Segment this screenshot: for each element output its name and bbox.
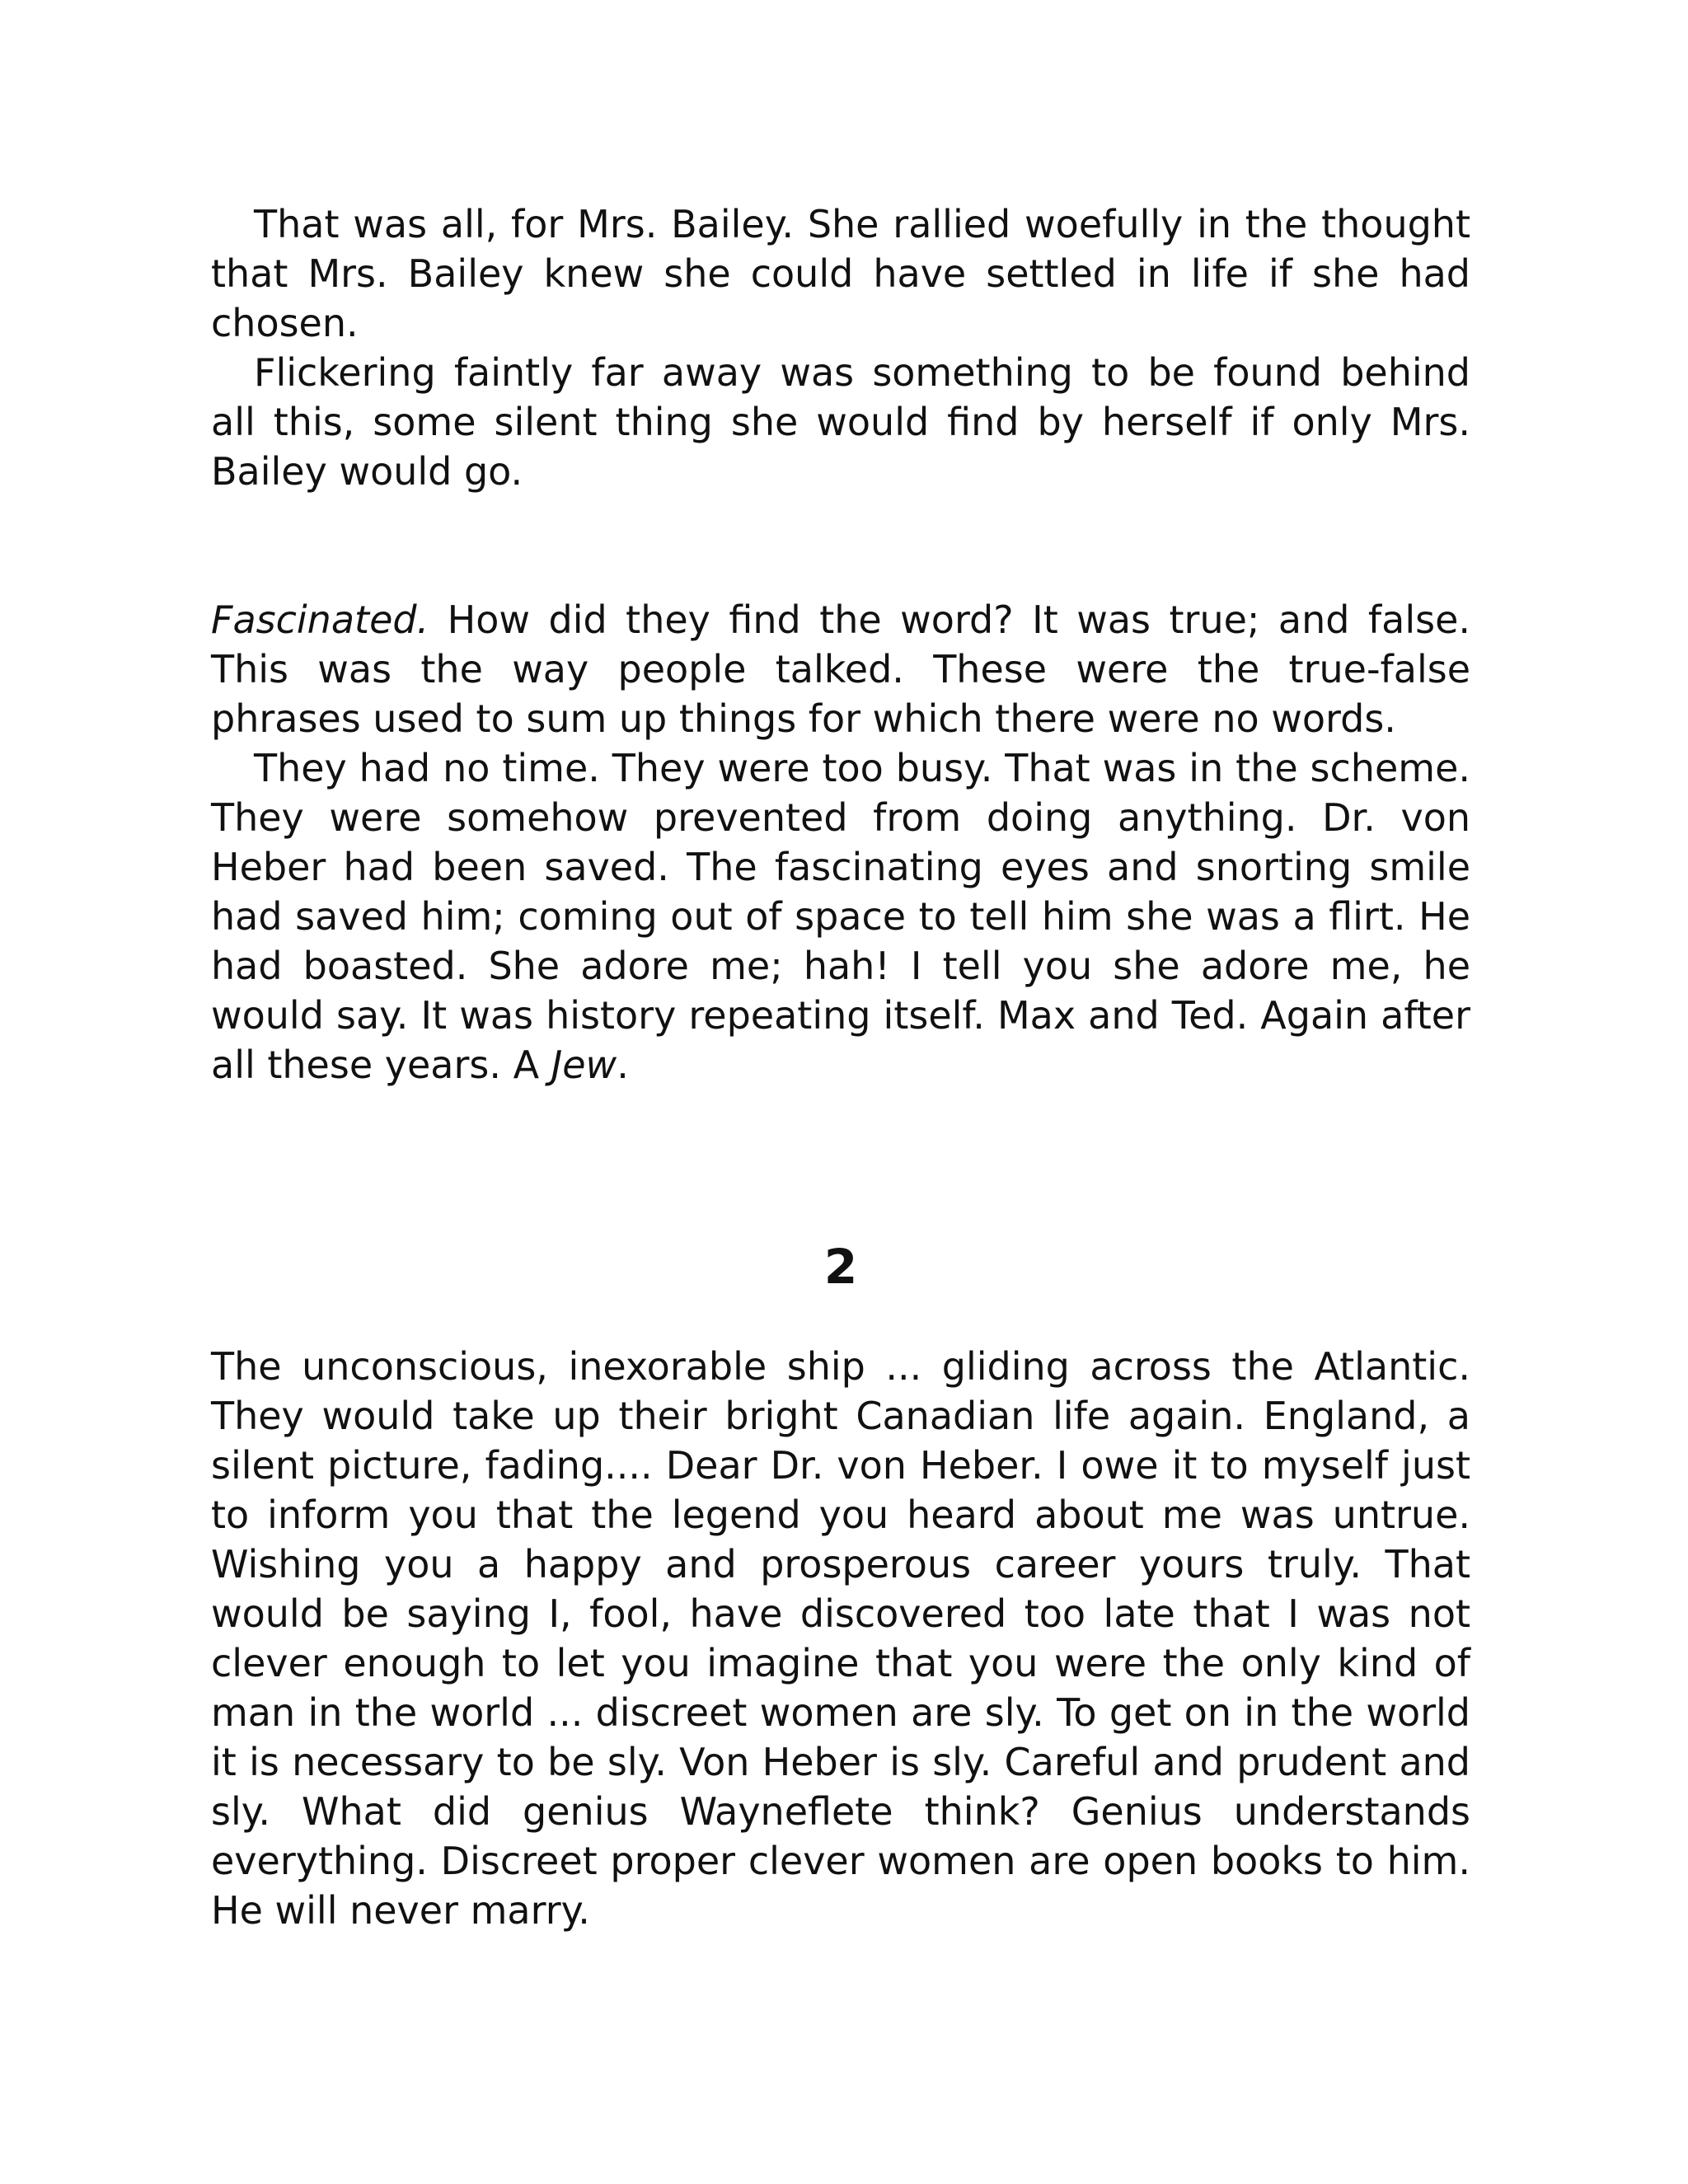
paragraph-end-punctuation: . <box>617 1043 629 1087</box>
paragraph-fascinated <box>211 595 1470 743</box>
paragraph-text: They had no time. They were too busy. That was in the scheme. They were somehow prevented from doing anything. Dr. von Heber had been saved. The fascinating eyes and snorting smile had saved him; coming out of space to tell him she was a flirt. He had boasted. She adore me; hah! I tell you she adore me, he would say. It was history repeating itself. Max and Ted. Again after all these years. A <box>211 746 1470 1087</box>
paragraph-no-time <box>211 743 1470 1090</box>
chapter-break <box>211 1090 1470 1238</box>
italic-word-jew: Jew <box>551 1043 617 1087</box>
paragraph-text: The unconscious, inexorable ship ... gliding across the Atlantic. They would take up their bright Canadian life again. England, a silent picture, fading.... Dear Dr. von Heber. I owe it to myself just to inform you that the legend you heard about me was untrue. Wishing you a happy and prosperous career yours truly. That would be saying I, fool, have discovered too late that I was not clever enough to let you imagine that you were the only kind of man in the world ... discreet women are sly. To get on in the world it is necessary to be sly. Von Heber is sly. Careful and prudent and sly. What did genius Wayneflete think? Genius understands everything. Discreet proper clever women are open books to him. He will never marry. <box>211 1344 1470 1933</box>
paragraph-flickering-faintly <box>211 348 1470 496</box>
paragraph-text: Flickering faintly far away was something to be found behind all this, some silent thing she would find by herself if only Mrs. Bailey would go. <box>211 350 1470 494</box>
section-break <box>211 496 1470 595</box>
italic-word-fascinated: Fascinated. <box>211 598 429 642</box>
paragraph-unconscious-ship <box>211 1342 1470 1935</box>
book-page <box>211 199 1470 1935</box>
chapter-spacing <box>211 1296 1470 1342</box>
paragraph-text: How did they find the word? It was true; and false. This was the way people talked. These were the true-false phrases used to sum up things for which there were no words. <box>211 598 1470 741</box>
paragraph-text: That was all, for Mrs. Bailey. She rallied woefully in the thought that Mrs. Bailey knew she could have settled in life if she had chosen. <box>211 202 1470 345</box>
paragraph-mrs-bailey-rallied <box>211 199 1470 348</box>
chapter-number: 2 <box>823 1239 858 1295</box>
